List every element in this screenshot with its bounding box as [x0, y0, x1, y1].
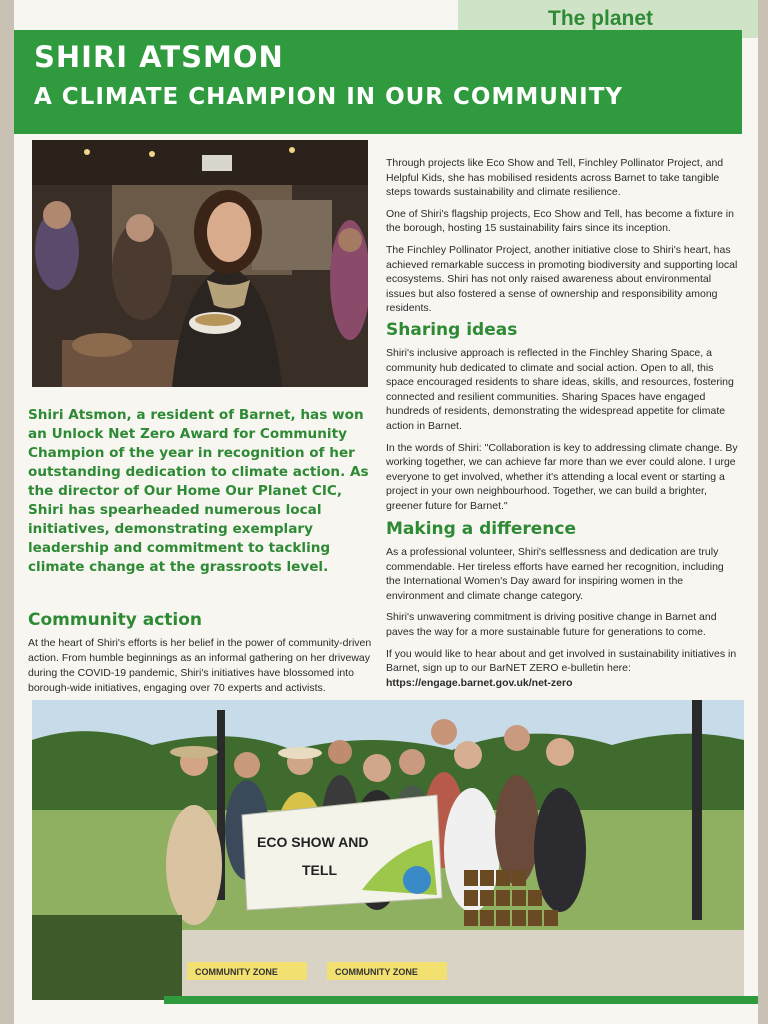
headline-name: SHIRI ATSMON — [34, 40, 284, 74]
portrait-photo-illustration — [32, 140, 368, 387]
making-difference-section — [386, 519, 738, 690]
group-photo-illustration — [32, 700, 744, 1000]
section-tab-label: The planet — [548, 7, 654, 30]
community-action-heading: Community action — [28, 610, 203, 630]
footer-green-bar — [164, 996, 758, 1004]
right-column-top — [386, 156, 738, 323]
portrait-photo — [32, 140, 368, 387]
magazine-page — [14, 0, 758, 1024]
community-zone-sign-1: COMMUNITY ZONE — [195, 967, 278, 977]
community-zone-sign-2: COMMUNITY ZONE — [335, 967, 418, 977]
sharing-ideas-section — [386, 320, 738, 521]
paragraph-volunteer: As a professional volunteer, Shiri's selflessness and dedication are truly commendable. Her tireless efforts have earned her recognition, including the International Women's Day award for inspiring women in the environment and climate change category. — [386, 546, 724, 602]
sharing-ideas-heading: Sharing ideas — [386, 320, 518, 340]
eco-show-banner — [242, 795, 442, 910]
making-difference-heading: Making a difference — [386, 519, 577, 539]
banner-text-line1: ECO SHOW AND — [257, 834, 369, 850]
intro-lead-paragraph: Shiri Atsmon, a resident of Barnet, has won an Unlock Net Zero Award for Community Champion of the year in recognition of her outstanding dedication to climate action. As the director of Our Home Our Planet CIC, Shiri has spearheaded numerous local initiatives, demonstrating exemplary leadership and commitment to tackling climate change at the grassroots level. — [28, 407, 369, 575]
headline-banner — [14, 30, 742, 134]
headline-subtitle: A CLIMATE CHAMPION IN OUR COMMUNITY — [34, 84, 624, 110]
paragraph-signup: If you would like to hear about and get involved in sustainability initiatives in Barnet, sign up to our BarNET ZERO e-bulletin here: — [386, 647, 737, 675]
banner-text-line2: TELL — [302, 862, 337, 878]
paragraph-eco-show: One of Shiri's flagship projects, Eco Show and Tell, has become a fixture in the borough, hosting 15 sustainability fairs since its inception. — [386, 207, 734, 235]
net-zero-link[interactable]: https://engage.barnet.gov.uk/net-zero — [386, 676, 573, 689]
paragraph-projects: Through projects like Eco Show and Tell, Finchley Pollinator Project, and Helpful Kids, she has mobilised residents across Barnet to take tangible steps towards sustainability and climate resilience. — [386, 157, 724, 199]
paragraph-sharing-space: Shiri's inclusive approach is reflected in the Finchley Sharing Space, a community hub dedicated to climate and social action. Open to all, this space encouraged residents to share ideas, skills, and resources, fostering connected and resilient communities. Sharing Spaces have engaged hundreds of residents, demonstrating the widespread appetite for climate action in Barnet. — [386, 347, 734, 432]
paragraph-quote: In the words of Shiri: "Collaboration is key to addressing climate change. By working together, we can achieve far more than we ever could alone. I urge everyone to get involved, whether it's attending a local event or starting a project in your own neighbourhood. Together, we can build a brighter, greener future for Barnet." — [386, 441, 738, 512]
community-action-text: At the heart of Shiri's efforts is her belief in the power of community-driven action. From humble beginnings as an informal gathering on her driveway during the COVID-19 pandemic, Shiri's initiatives have blossomed into borough-wide initiatives, engaging over 70 experts and activists. — [28, 637, 372, 694]
paragraph-pollinator: The Finchley Pollinator Project, another initiative close to Shiri's heart, has achieved remarkable success in promoting biodiversity and supporting local ecosystems. Shiri has not only raised awareness about environmental issues but also fostered a sense of ownership and responsibility among residents. — [386, 243, 738, 315]
paragraph-commitment: Shiri's unwavering commitment is driving positive change in Barnet and paves the way for a more sustainable future for generations to come. — [386, 611, 717, 638]
group-photo — [32, 700, 744, 1000]
